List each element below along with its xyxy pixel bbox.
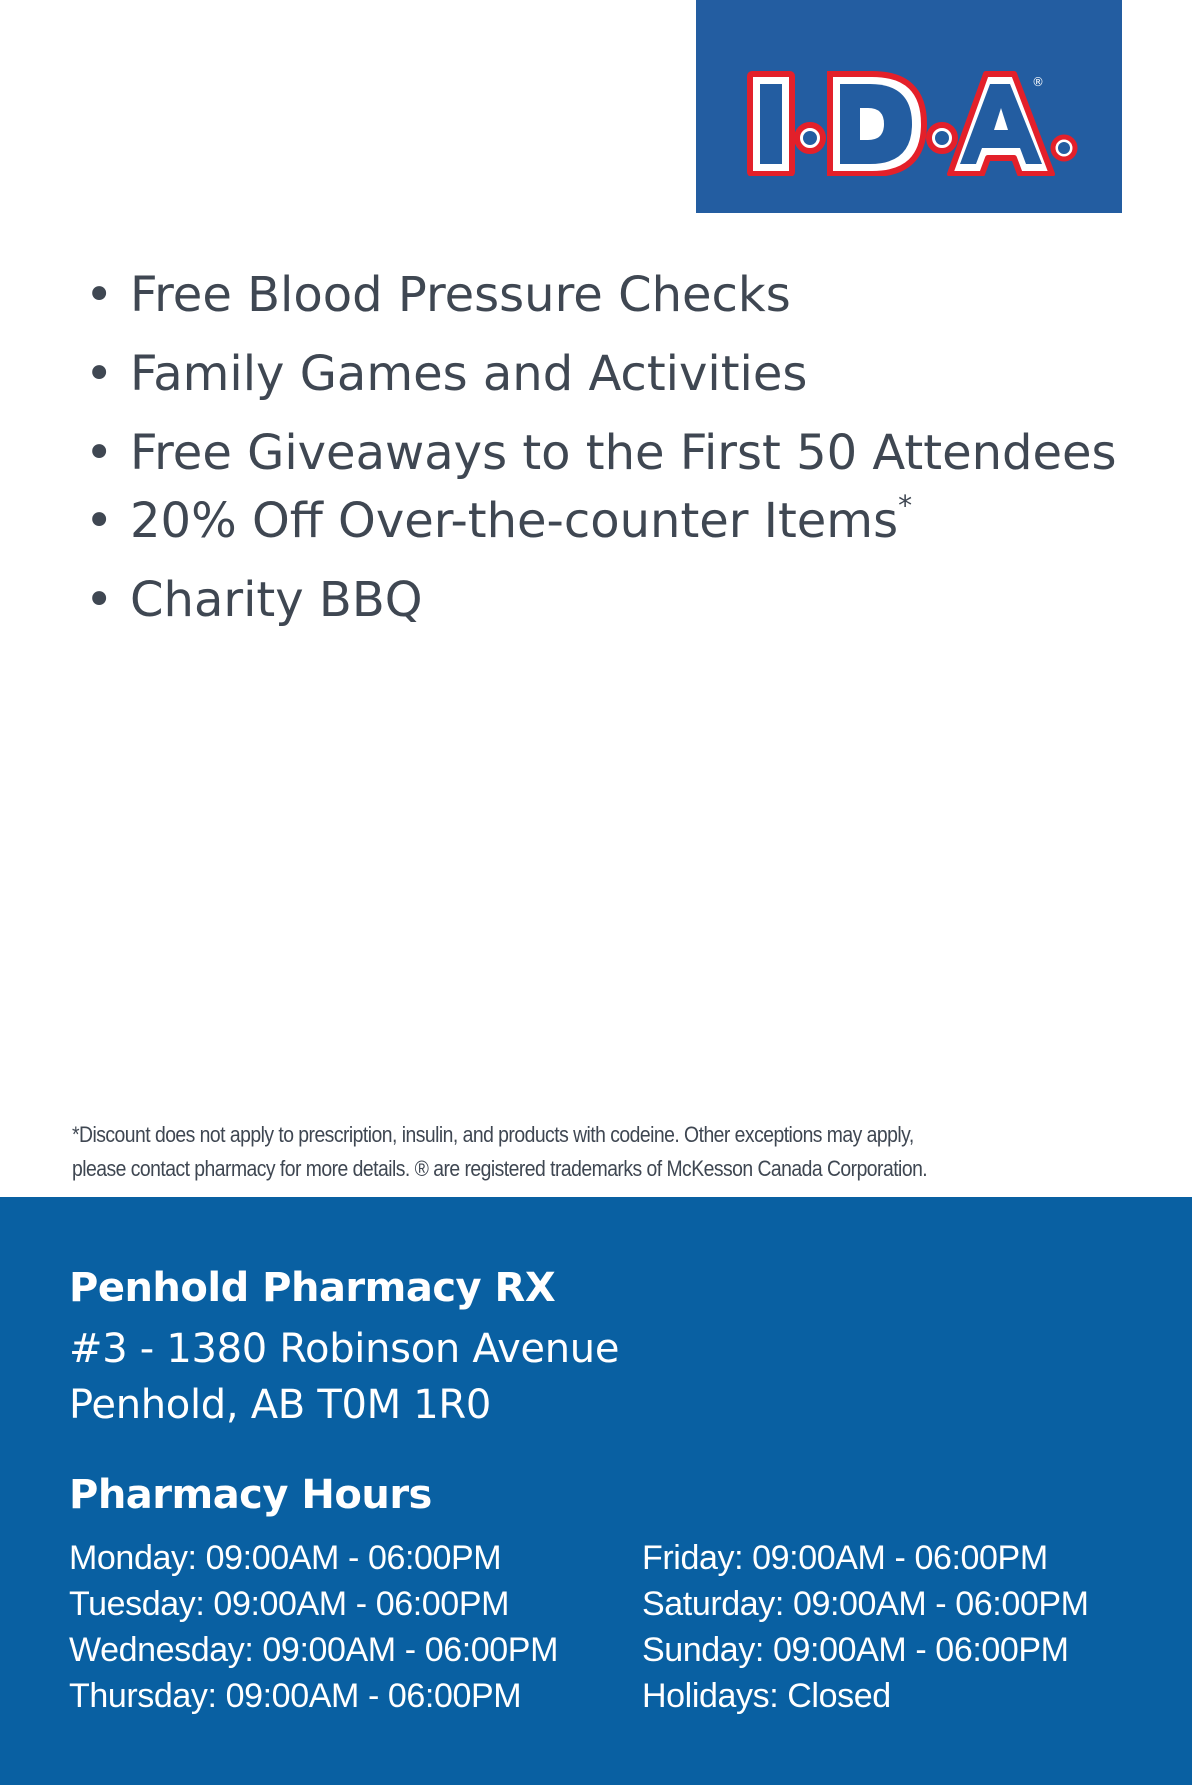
feature-text: Free Blood Pressure Checks — [130, 267, 791, 323]
footnote-mark: * — [898, 488, 913, 522]
feature-text: Family Games and Activities — [130, 346, 808, 403]
ida-logo — [742, 66, 1082, 176]
list-item — [85, 347, 1117, 402]
hours-row: Tuesday: 09:00AM - 06:00PM — [69, 1585, 510, 1623]
list-item — [85, 268, 1117, 323]
hours-row: Saturday: 09:00AM - 06:00PM — [642, 1585, 1089, 1623]
hours-row: Monday: 09:00AM - 06:00PM — [69, 1539, 502, 1577]
hours-column-left — [69, 1535, 558, 1719]
hours-row: Holidays: Closed — [642, 1677, 891, 1715]
bullet-icon: • — [85, 425, 114, 482]
bullet-icon: • — [85, 571, 114, 628]
feature-text: Free Giveaways to the First 50 Attendees — [130, 425, 1117, 482]
bullet-icon: • — [85, 267, 114, 323]
address-line: Penhold, AB T0M 1R0 — [69, 1382, 492, 1428]
hours-row: Friday: 09:00AM - 06:00PM — [642, 1539, 1048, 1577]
disclaimer-line: *Discount does not apply to prescription, insulin, and products with codeine. Other exceptions may apply, — [72, 1122, 914, 1147]
ida-logo-panel — [696, 0, 1122, 213]
list-item — [85, 573, 1117, 628]
hours-row: Sunday: 09:00AM - 06:00PM — [642, 1631, 1069, 1669]
logo-trademark: ® — [1032, 75, 1044, 89]
feature-text: Charity BBQ — [130, 571, 423, 628]
logo-letter-i — [750, 74, 792, 174]
feature-list — [85, 268, 1117, 628]
hours-title: Pharmacy Hours — [69, 1472, 432, 1518]
feature-text: 20% Off Over-the-counter Items — [130, 492, 899, 549]
bullet-icon: • — [85, 346, 114, 403]
address-line: #3 - 1380 Robinson Avenue — [69, 1326, 620, 1372]
hours-row: Thursday: 09:00AM - 06:00PM — [69, 1677, 522, 1715]
disclaimer-line: please contact pharmacy for more details. ® are registered trademarks of McKesson Canada Corporation. — [72, 1156, 928, 1181]
store-name: Penhold Pharmacy RX — [69, 1265, 556, 1311]
logo-letter-a — [950, 74, 1052, 174]
store-address — [69, 1321, 619, 1433]
hours-column-right — [642, 1535, 1089, 1719]
logo-letter-d — [830, 74, 924, 174]
disclaimer — [72, 1118, 1005, 1186]
store-info-footer — [0, 1197, 1192, 1785]
list-item — [85, 426, 1117, 481]
list-item — [85, 488, 1117, 549]
hours-row: Wednesday: 09:00AM - 06:00PM — [69, 1631, 559, 1669]
bullet-icon: • — [85, 492, 114, 549]
